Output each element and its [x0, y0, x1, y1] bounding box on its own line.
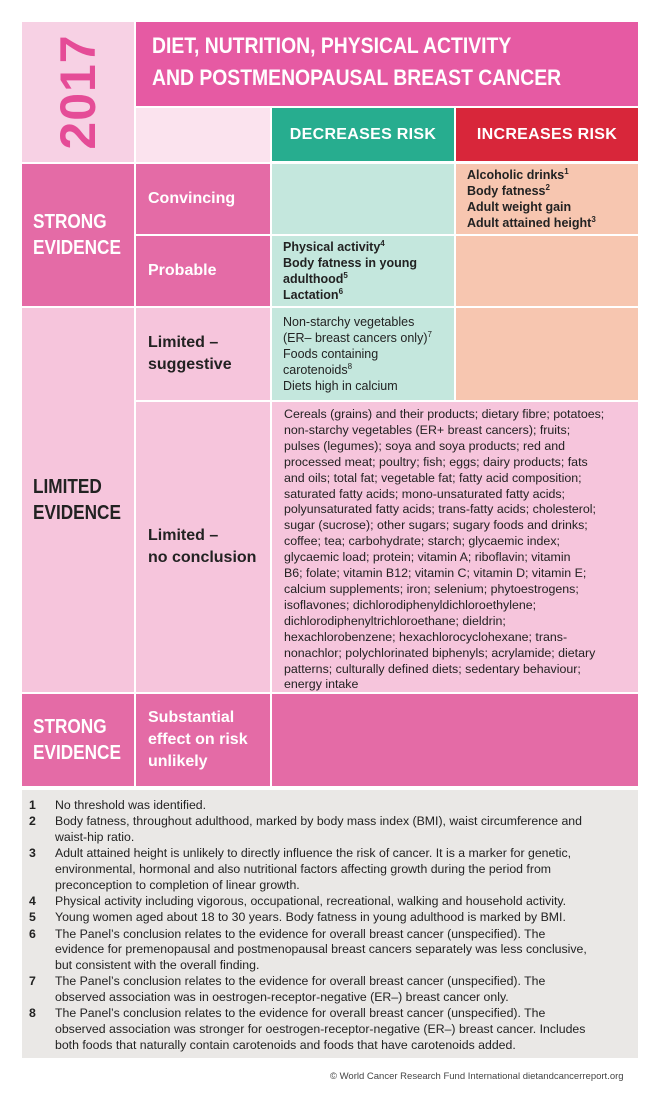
- footnote-line: preconception to completion of linear growth.: [55, 877, 300, 892]
- section-strong-evidence: [22, 164, 134, 306]
- factor-item: Adult weight gain: [467, 200, 572, 214]
- section-label-line: LIMITED: [33, 476, 102, 498]
- no-conclusion-line: glycaemic load; protein; vitamin A; riboflavin; vitamin: [284, 550, 571, 565]
- footnote-4: [22, 894, 625, 910]
- footnote-number: 5: [29, 910, 36, 925]
- title-line-2: AND POSTMENOPAUSAL BREAST CANCER: [152, 65, 562, 90]
- level-limited-suggestive: [136, 308, 270, 400]
- footnote-6: [22, 927, 625, 974]
- footnote-number: 8: [29, 1006, 36, 1021]
- footnote-line: both foods that naturally contain carotenoids and foods that have carotenoids added.: [55, 1037, 516, 1052]
- footnote-line: environmental, hormonal and also nutritional factors affecting growth during the period from: [55, 861, 552, 876]
- footnote-line: The Panel’s conclusion relates to the evidence for overall breast cancer (unspecified). The: [55, 1006, 546, 1021]
- no-conclusion-line: Cereals (grains) and their products; dietary fibre; potatoes;: [284, 407, 605, 421]
- header-blank-cell: [136, 108, 270, 162]
- factor-item: Lactation$^6$: [283, 286, 344, 302]
- factor-item: Alcoholic drinks$^1$: [467, 166, 569, 182]
- footnote-text: [55, 814, 625, 845]
- factor-item: Body fatness in young: [283, 256, 418, 270]
- section-label-line: EVIDENCE: [33, 742, 121, 764]
- footnote-line: The Panel’s conclusion relates to the evidence for overall breast cancer (unspecified). The: [55, 974, 546, 989]
- copyright-credit: © World Cancer Research Fund International dietandcancerreport.org: [330, 1071, 624, 1082]
- level-label-line: no conclusion: [148, 549, 257, 566]
- section-limited-evidence: [22, 308, 134, 692]
- no-conclusion-line: processed meat; poultry; fish; eggs; dairy products; fats: [284, 454, 588, 469]
- header-decreases-risk: DECREASES RISK: [272, 108, 454, 161]
- level-label-line: suggestive: [148, 356, 232, 373]
- title-line-1: DIET, NUTRITION, PHYSICAL ACTIVITY: [152, 33, 512, 58]
- footnote-line: The Panel’s conclusion relates to the evidence for overall breast cancer (unspecified). The: [55, 926, 546, 941]
- footnote-line: observed association was in oestrogen-receptor-negative (ER–) breast cancer only.: [55, 989, 509, 1004]
- no-conclusion-line: energy intake: [284, 677, 359, 692]
- factor-item: Adult attained height$^3$: [467, 214, 596, 230]
- factor-item: Diets high in calcium: [283, 379, 398, 393]
- no-conclusion-cell: [272, 402, 638, 692]
- level-probable: Probable: [136, 236, 270, 306]
- factor-item: Physical activity$^4$: [283, 238, 385, 254]
- no-conclusion-line: polyunsaturated fatty acids; trans-fatty acids; cholesterol;: [284, 502, 596, 517]
- footnote-number: 1: [29, 798, 36, 812]
- factor-item: Body fatness$^2$: [467, 182, 550, 198]
- footnote-text: [55, 927, 625, 974]
- factor-item: carotenoids$^8$: [283, 361, 353, 377]
- no-conclusion-line: non-starchy vegetables (ER+ breast cancers); fruits;: [284, 422, 571, 437]
- factor-item: Non-starchy vegetables: [283, 315, 415, 329]
- footnote-3: [22, 846, 625, 893]
- no-conclusion-list: [272, 402, 638, 693]
- footnote-text: [55, 846, 625, 893]
- footnote-number: 4: [29, 894, 36, 908]
- footnote-line: Young women aged about 18 to 30 years. Body fatness in young adulthood is marked by BMI.: [55, 910, 566, 925]
- factor-item: Foods containing: [283, 347, 379, 361]
- footnote-line: No threshold was identified.: [55, 798, 207, 812]
- level-label-line: unlikely: [148, 753, 208, 770]
- probable-increases-cell: [456, 236, 638, 306]
- footnote-1: [22, 798, 625, 814]
- year-label: 2017: [50, 34, 106, 150]
- no-conclusion-line: isoflavones; dichlorodiphenyldichloroethylene;: [284, 597, 537, 612]
- no-conclusion-line: nonachlor; polychlorinated biphenyls; acrylamide; dietary: [284, 645, 596, 660]
- footnote-line: evidence for premenopausal and postmenopausal breast cancers separately was less conclusive,: [55, 942, 587, 957]
- convincing-decreases-cell: [272, 164, 454, 234]
- level-label-line: Limited –: [148, 334, 219, 351]
- factor-item: adulthood$^5$: [283, 270, 348, 286]
- footnote-text: [55, 798, 625, 814]
- no-conclusion-line: and oils; total fat; vegetable fat; fatty acid composition;: [284, 470, 582, 485]
- substantial-effect-cell: [272, 694, 638, 786]
- suggestive-increases-cell: [456, 308, 638, 400]
- footnote-line: but consistent with the overall finding.: [55, 957, 260, 972]
- section-label-line: EVIDENCE: [33, 237, 121, 259]
- section-label-line: STRONG: [33, 211, 107, 233]
- convincing-increases-cell: [456, 164, 638, 234]
- section-label-line: STRONG: [33, 716, 107, 738]
- footnote-text: [55, 910, 625, 926]
- no-conclusion-line: patterns; culturally defined diets; sedentary behaviour;: [284, 661, 581, 676]
- footnote-7: [22, 974, 625, 1005]
- footnote-number: 6: [29, 926, 36, 941]
- footnote-number: 2: [29, 814, 36, 829]
- footnote-text: [55, 1006, 625, 1053]
- year-cell: [22, 22, 134, 162]
- footnote-number: 7: [29, 974, 36, 989]
- footnote-2: [22, 814, 625, 845]
- level-label-line: Limited –: [148, 527, 219, 544]
- footnote-text: [55, 894, 625, 910]
- factor-item: (ER– breast cancers only)$^7$: [283, 329, 432, 345]
- no-conclusion-line: hexachlorobenzene; hexachlorocyclohexane; trans-: [284, 629, 568, 644]
- level-limited-no-conclusion: [136, 402, 270, 692]
- footnote-line: Adult attained height is unlikely to directly influence the risk of cancer. It is a marker for genetic,: [55, 846, 572, 861]
- section-label-line: EVIDENCE: [33, 502, 121, 524]
- no-conclusion-line: calcium supplements; iron; selenium; phytoestrogens;: [284, 581, 579, 596]
- footnotes-panel: [22, 790, 638, 1058]
- footnote-text: [55, 974, 625, 1005]
- level-label-line: Substantial: [148, 709, 235, 726]
- suggestive-decreases-cell: [272, 308, 454, 400]
- level-substantial-effect-unlikely: [136, 694, 270, 786]
- level-label-line: effect on risk: [148, 731, 248, 748]
- footnote-line: waist-hip ratio.: [55, 829, 135, 844]
- footnote-5: [22, 910, 625, 926]
- footnote-number: 3: [29, 846, 36, 861]
- no-conclusion-line: dichlorodiphenyltrichloroethane; dieldrin;: [284, 613, 506, 628]
- header-increases-risk: INCREASES RISK: [456, 108, 638, 161]
- footnote-line: Physical activity including vigorous, occupational, recreational, walking and household activity.: [55, 894, 567, 908]
- no-conclusion-line: B6; folate; vitamin B12; vitamin C; vitamin D; vitamin E;: [284, 566, 587, 581]
- footnote-line: observed association was stronger for oestrogen-receptor-negative (ER–) breast cancer. Includes: [55, 1021, 586, 1036]
- no-conclusion-line: sugar (sucrose); other sugars; sugary foods and drinks;: [284, 518, 588, 533]
- no-conclusion-line: pulses (legumes); soya and soya products; red and: [284, 438, 566, 453]
- page-title: [152, 30, 561, 94]
- footnote-line: Body fatness, throughout adulthood, marked by body mass index (BMI), waist circumference and: [55, 814, 582, 829]
- level-convincing: Convincing: [136, 164, 270, 234]
- no-conclusion-line: coffee; tea; carbohydrate; starch; glycaemic index;: [284, 534, 560, 549]
- section-strong-evidence-bottom: [22, 694, 134, 786]
- no-conclusion-line: saturated fatty acids; mono-unsaturated fatty acids;: [284, 486, 566, 501]
- title-banner: [136, 22, 638, 106]
- footnote-8: [22, 1006, 625, 1053]
- probable-decreases-cell: [272, 236, 454, 306]
